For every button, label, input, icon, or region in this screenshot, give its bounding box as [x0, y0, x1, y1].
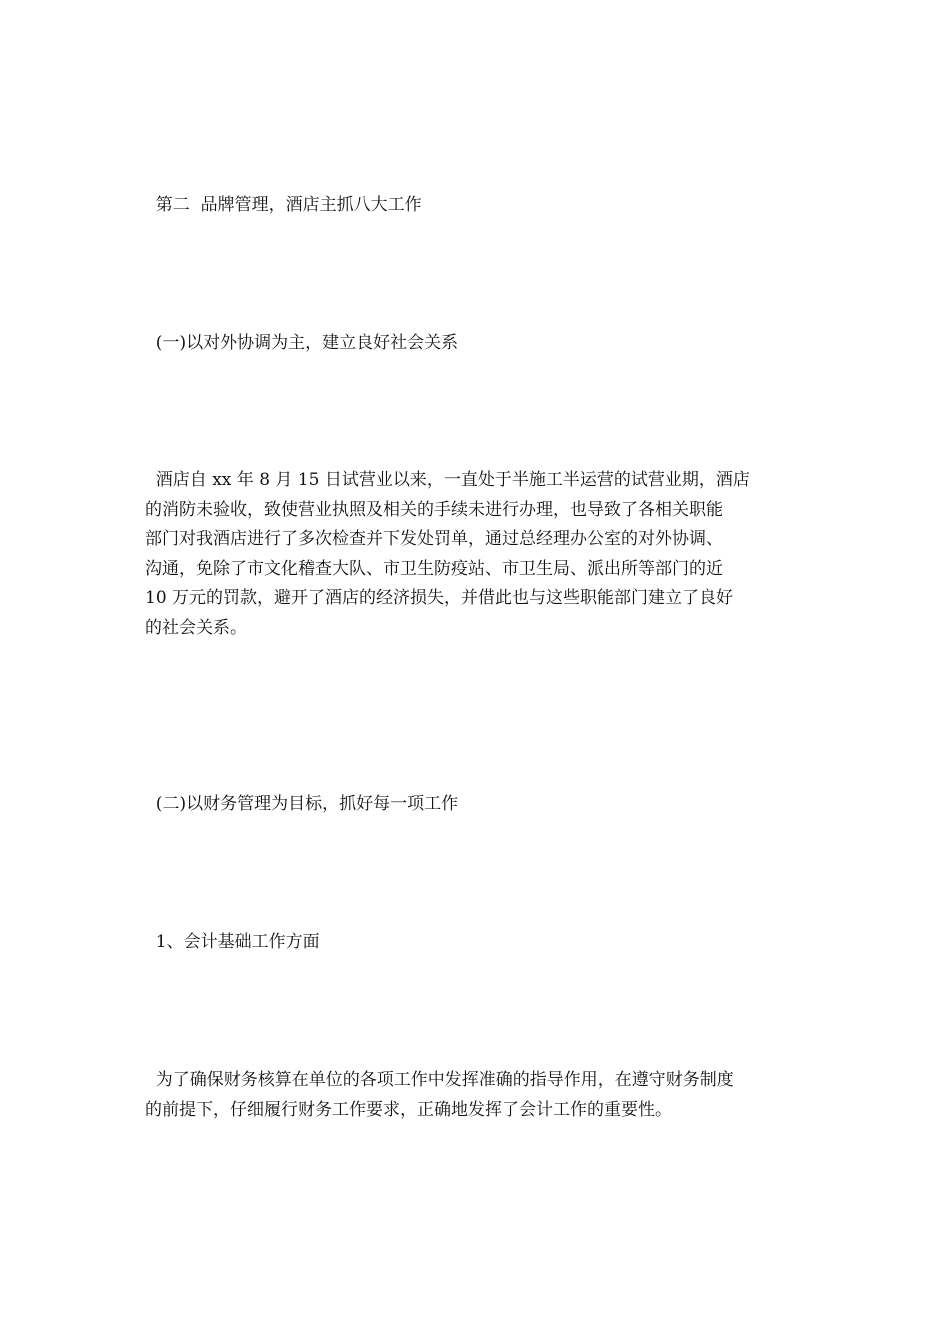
- paragraph-line: 酒店自 xx 年 8 月 15 日试营业以来，一直处于半施工半运营的试营业期，酒店: [145, 470, 750, 490]
- heading-two: (二)以财务管理为目标，抓好每一项工作: [145, 794, 459, 814]
- paragraph-line: 沟通，免除了市文化稽查大队、市卫生防疫站、市卫生局、派出所等部门的近: [145, 558, 723, 579]
- paragraph-line: 的前提下，仔细履行财务工作要求，正确地发挥了会计工作的重要性。: [145, 1099, 672, 1120]
- heading-one: (一)以对外协调为主，建立良好社会关系: [145, 333, 459, 353]
- subheading-one: 1、会计基础工作方面: [145, 932, 320, 952]
- paragraph-one: [145, 466, 815, 643]
- paragraph-line: 的社会关系。: [145, 617, 247, 638]
- paragraph-line: 为了确保财务核算在单位的各项工作中发挥准确的指导作用，在遵守财务制度: [145, 1070, 734, 1090]
- paragraph-line: 的消防未验收，致使营业执照及相关的手续未进行办理，也导致了各相关职能: [145, 499, 723, 520]
- section-heading: 第二 品牌管理，酒店主抓八大工作: [145, 195, 422, 215]
- paragraph-two: [145, 1066, 815, 1125]
- paragraph-line: 部门对我酒店进行了多次检查并下发处罚单，通过总经理办公室的对外协调、: [145, 529, 723, 549]
- paragraph-line: 10 万元的罚款，避开了酒店的经济损失，并借此也与这些职能部门建立了良好: [145, 588, 734, 608]
